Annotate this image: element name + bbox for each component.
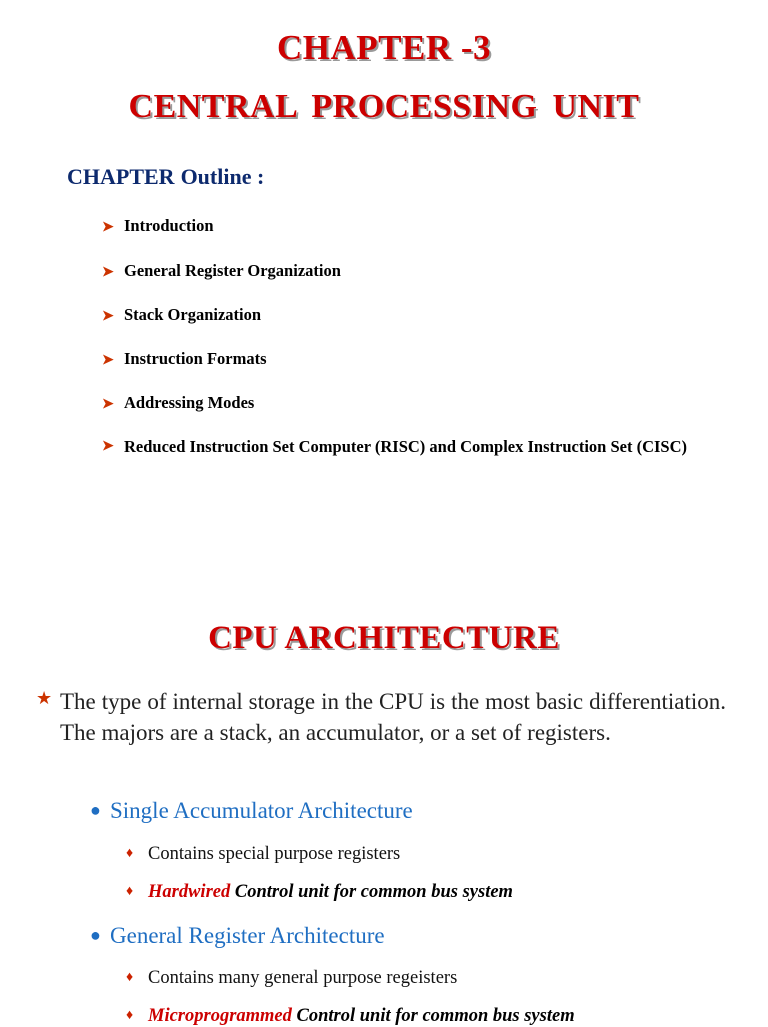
section-bullet-text: Contains special purpose registers [148, 844, 401, 864]
arrow-bullet-icon: ➤ [102, 397, 114, 412]
outline-item [102, 305, 261, 325]
section-heading-label: General Register Architecture [110, 923, 385, 948]
slide-cpu-architecture [0, 560, 768, 1024]
outline-item-label: Stack Organization [124, 305, 262, 324]
arrow-bullet-icon: ➤ [102, 439, 114, 454]
arrow-bullet-icon: ➤ [102, 309, 114, 324]
dot-icon: ● [90, 925, 101, 945]
chapter-title: CHAPTER -3 [276, 28, 492, 67]
arrow-bullet-icon: ➤ [102, 353, 114, 368]
section-bullet-text: Contains many general purpose regeisters [148, 968, 458, 988]
outline-item [102, 216, 214, 236]
outline-item-label: Instruction Formats [124, 349, 267, 368]
diamond-icon: ♦ [126, 846, 134, 861]
diamond-icon: ♦ [126, 884, 134, 899]
diamond-icon: ♦ [126, 1008, 134, 1023]
outline-item [102, 261, 341, 281]
outline-heading [67, 164, 264, 190]
emphasis-text: Microprogrammed [148, 1006, 292, 1026]
outline-item-label: Addressing Modes [124, 393, 255, 412]
section-heading-general-register [90, 923, 385, 949]
outline-item [102, 349, 267, 369]
outline-item [102, 393, 254, 413]
outline-item-label: Introduction [124, 216, 214, 235]
section-bullet [126, 844, 400, 865]
star-icon: ★ [36, 688, 53, 708]
section-bullet-text: Control unit for common bus system [291, 1006, 575, 1026]
dot-icon: ● [90, 800, 101, 820]
emphasis-text: Hardwired [148, 882, 231, 902]
arrow-bullet-icon: ➤ [102, 265, 114, 280]
arrow-bullet-icon: ➤ [102, 220, 114, 235]
outline-item-label: General Register Organization [124, 261, 341, 280]
chapter-subject-title: CENTRAL PROCESSING UNIT [128, 88, 640, 125]
outline-heading-word2: Outline : [180, 164, 265, 189]
outline-item-label: Reduced Instruction Set Computer (RISC) and Complex Instruction Set (CISC) [124, 437, 688, 456]
diamond-icon: ♦ [126, 970, 134, 985]
section-heading-label: Single Accumulator Architecture [110, 798, 413, 823]
section-bullet-text: Control unit for common bus system [230, 882, 513, 902]
outline-item [102, 429, 724, 464]
outline-heading-word1: CHAPTER [67, 164, 175, 189]
slide-title: CPU ARCHITECTURE [208, 620, 560, 656]
section-bullet [126, 968, 457, 989]
intro-paragraph-text: The type of internal storage in the CPU is the most basic differentiation. The majors are a stack, an accumulator, or a set of registers. [60, 689, 726, 745]
section-bullet [126, 882, 513, 903]
section-heading-single-accumulator [90, 798, 413, 824]
intro-paragraph [36, 686, 726, 748]
